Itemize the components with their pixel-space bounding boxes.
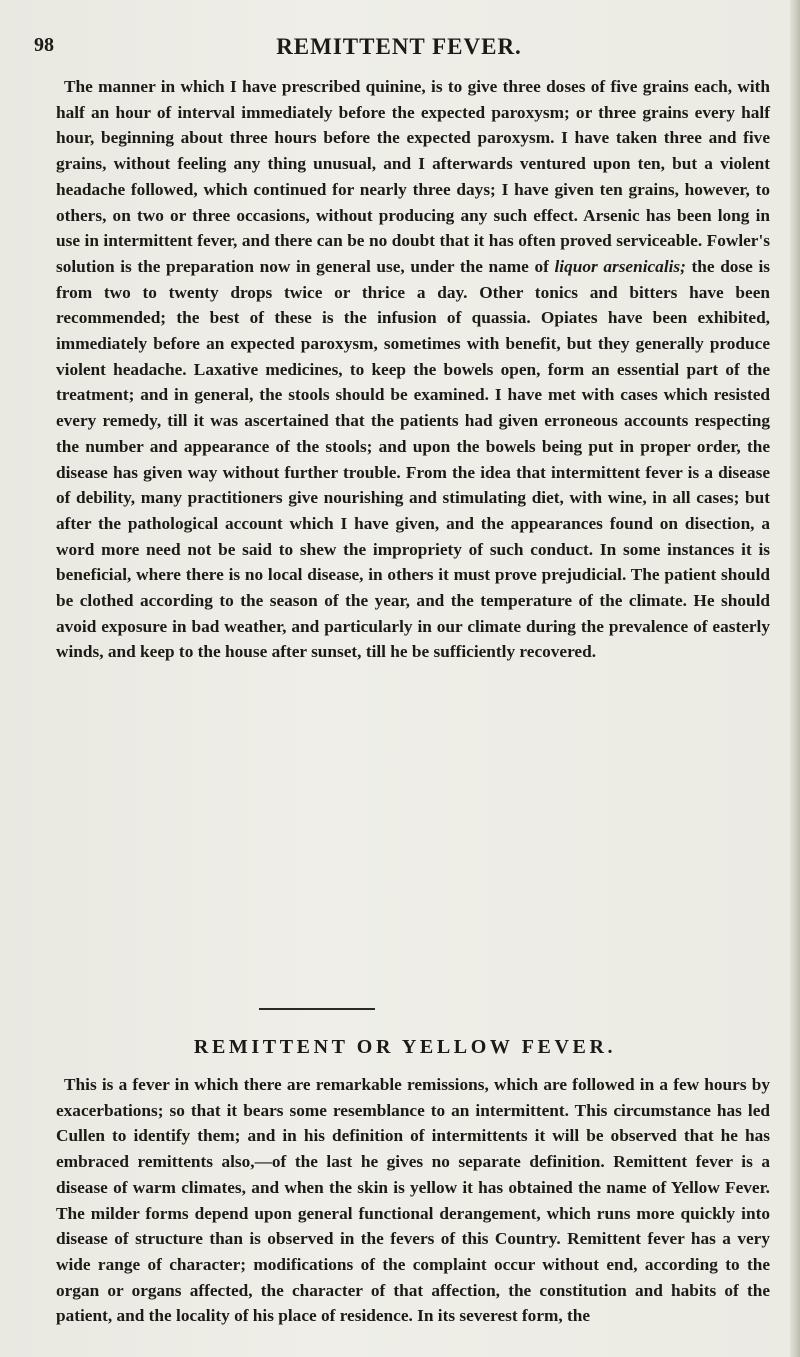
page-edge-shadow bbox=[790, 0, 800, 1357]
paragraph-treatment bbox=[56, 74, 770, 665]
page-number: 98 bbox=[34, 34, 54, 56]
paragraph-treatment-text bbox=[56, 74, 770, 665]
paragraph-remittent bbox=[56, 1072, 770, 1329]
paragraph-remittent-text: This is a fever in which there are remarkable remissions, which are followed in a few hours by exacerbations; so that it bears some resemblance to an intermittent. This circumstance has led Cullen to identify them; and in his definition of intermittents it will be observed that he has embraced remittents also,—of the last he gives no separate definition. Remittent fever is a disease of warm climates, and when the skin is yellow it has obtained the name of Yellow Fever. The milder forms depend upon general functional derangement, which runs more quickly into disease of structure than is observed in the fevers of this Country. Remittent fever has a very wide range of character; modifications of the complaint occur without end, according to the organ or organs affected, the character of that affection, the constitution and habits of the patient, and the locality of his place of residence. In its severest form, the bbox=[56, 1075, 770, 1326]
paragraph-treatment-part-2: the dose is from two to twenty drops twice or thrice a day. Other tonics and bitters have been recommended; the best of these is the infusion of quassia. Opiates have been exhibited, immediately before an expected paroxysm, sometimes with benefit, but they generally produce violent headache. Laxative medicines, to keep the bowels open, form an essential part of the treatment; and in general, the stools should be examined. I have met with cases which resisted every remedy, till it was ascertained that the patients had given erroneous accounts respecting the number and appearance of the stools; and upon the bowels being put in proper order, the disease has given way without further trouble. From the idea that intermittent fever is a disease of debility, many practitioners give nourishing and stimulating diet, with wine, in all cases; but after the pathological account which I have given, and the appearances found on disection, a word more need not be said to shew the impropriety of such conduct. In some instances it is beneficial, where there is no local disease, in others it must prove prejudicial. The patient should be clothed according to the season of the year, and the temperature of the climate. He should avoid exposure in bad weather, and particularly in our climate during the prevalence of easterly winds, and keep to the house after sunset, till he be sufficiently recovered. bbox=[56, 256, 770, 662]
section-divider bbox=[259, 1008, 375, 1010]
paragraph-treatment-italic-term: liquor arsenicalis; bbox=[554, 256, 686, 276]
page-header bbox=[34, 30, 764, 60]
paragraph-treatment-part-1: The manner in which I have prescribed quinine, is to give three doses of five grains each, with half an hour of interval immediately before the expected paroxysm; or three grains every half hour, beginning about three hours before the expected paroxysm. I have taken three and five grains, without feeling any thing unusual, and I afterwards ventured upon ten, but a violent headache followed, which continued for nearly three days; I have given ten grains, however, to others, on two or three occasions, without producing any such effect. Arsenic has been long in use in intermittent fever, and there can be no doubt that it has often proved serviceable. Fowler's solution is the preparation now in general use, under the name of bbox=[56, 77, 770, 276]
running-head: REMITTENT FEVER. bbox=[276, 34, 522, 59]
section-title: REMITTENT OR YELLOW FEVER. bbox=[193, 1036, 617, 1058]
